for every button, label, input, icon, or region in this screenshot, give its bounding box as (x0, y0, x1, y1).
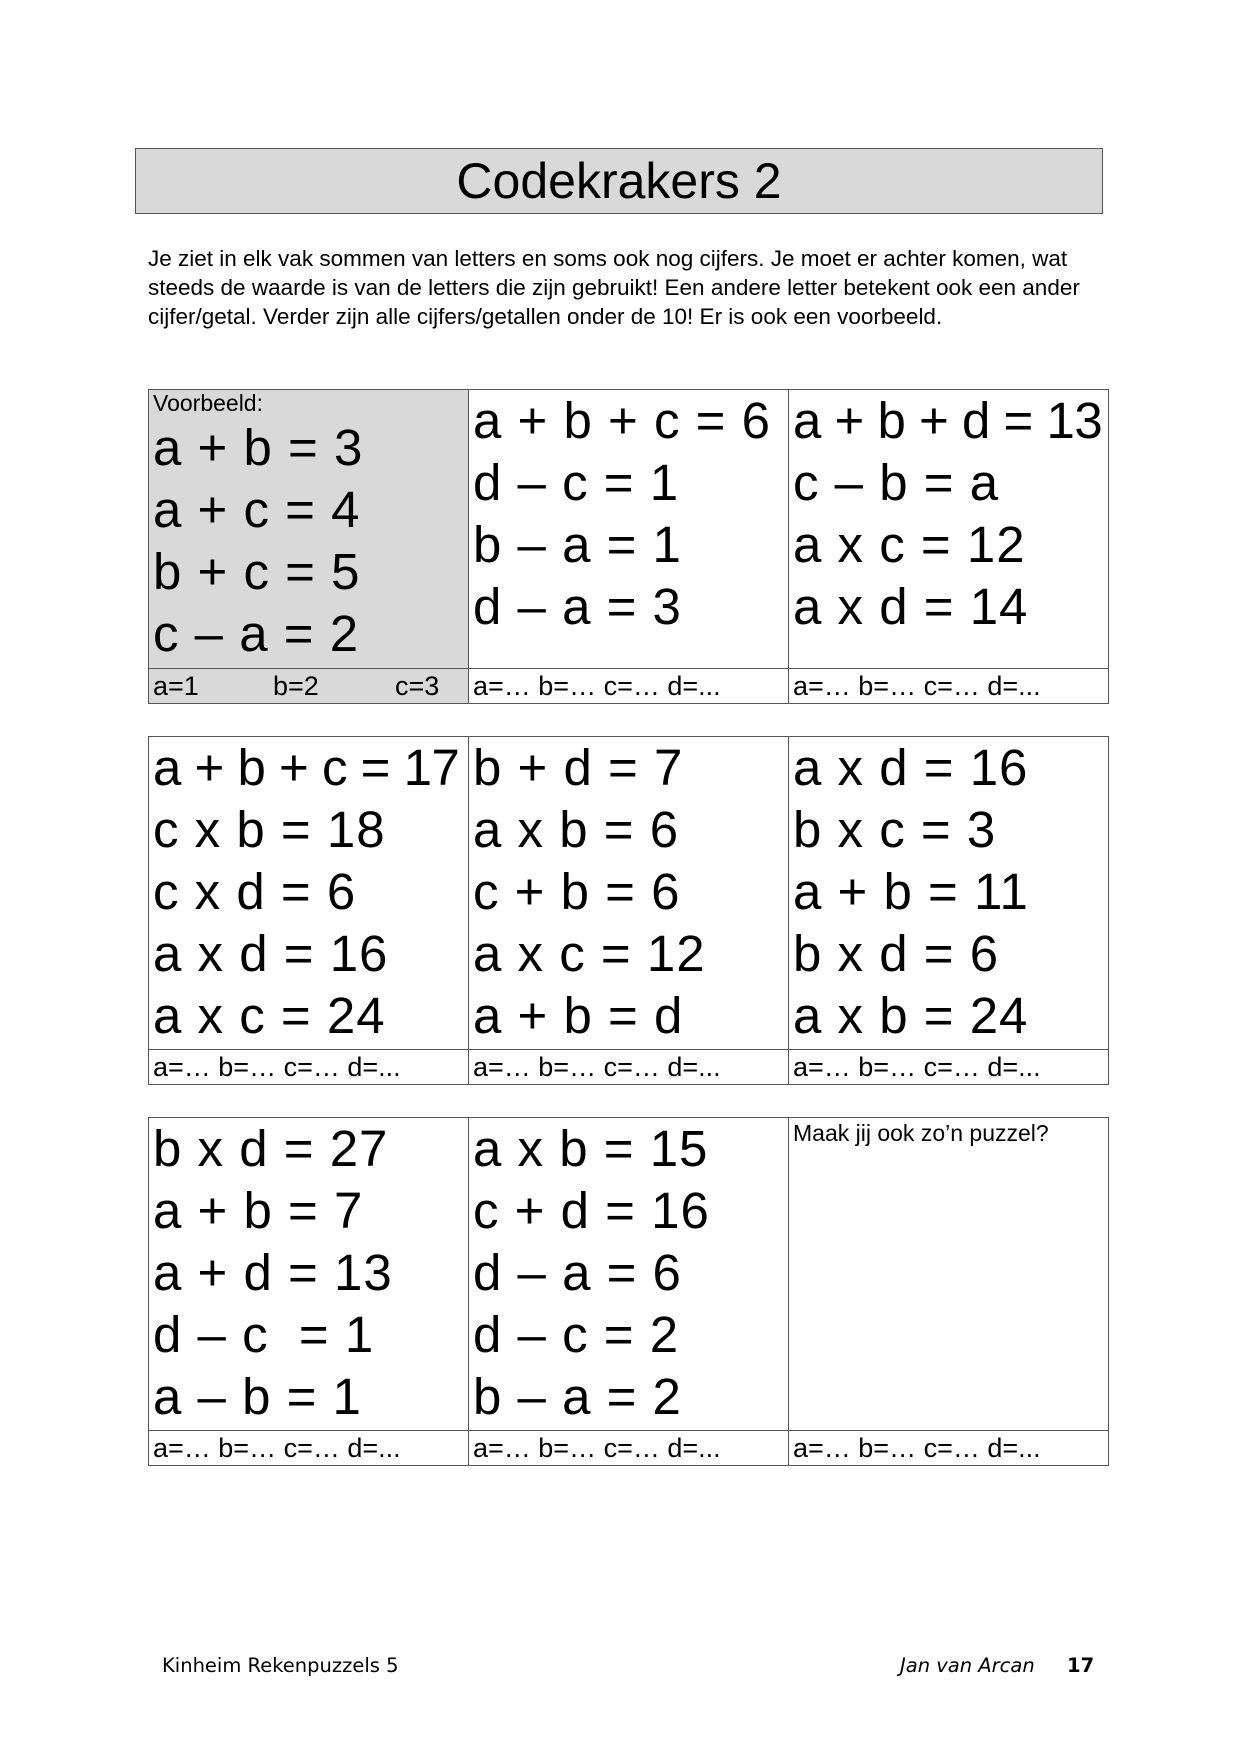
equation: b – a = 1 (473, 516, 682, 573)
answer-field[interactable]: a=… b=… c=… d=... (149, 1431, 469, 1466)
example-answer (149, 669, 469, 704)
puzzle-cell-6 (149, 1118, 469, 1431)
title-box (135, 148, 1103, 214)
equation: d – c = 2 (473, 1306, 680, 1363)
equation: a x c = 12 (473, 925, 706, 982)
puzzle-block-2 (148, 736, 1109, 1085)
page-title: Codekrakers 2 (456, 153, 782, 209)
equation: a x c = 24 (153, 987, 386, 1044)
own-puzzle-cell[interactable] (789, 1118, 1109, 1431)
equation: b x d = 27 (153, 1120, 389, 1177)
intro-text: Je ziet in elk vak sommen van letters en soms ook nog cijfers. Je moet er achter komen, wat steeds de waarde is van de letters die zijn gebruikt! Een andere letter betekent ook een ander cijfer/getal. Verder zijn alle cijfers/getallen onder de 10! Er is ook een voorbeeld. (148, 246, 1080, 329)
puzzle-cell-3 (149, 737, 469, 1050)
equation: a + b = d (473, 987, 684, 1044)
answer-field[interactable]: a=… b=… c=… d=... (789, 1431, 1109, 1466)
equation: a – b = 1 (153, 1368, 362, 1425)
equation: c + b = 6 (473, 863, 681, 920)
equation: d – a = 3 (473, 578, 682, 635)
equation: a + d = 13 (153, 1244, 393, 1301)
equation: a + b + c = 6 (473, 392, 771, 449)
answer-field[interactable]: a=… b=… c=… d=... (469, 669, 789, 704)
footer-author: Jan van Arcan (900, 1654, 1035, 1677)
answer-field[interactable]: a=… b=… c=… d=... (789, 669, 1109, 704)
puzzle-cell-5 (789, 737, 1109, 1050)
equation: b – a = 2 (473, 1368, 682, 1425)
answer-field[interactable]: a=… b=… c=… d=... (149, 1050, 469, 1085)
example-equation: c – a = 2 (153, 605, 360, 662)
equation: a + b + d = 13 (793, 392, 1103, 449)
answer-field[interactable]: a=… b=… c=… d=... (789, 1050, 1109, 1085)
equation: a x d = 16 (153, 925, 389, 982)
equation: d – c = 1 (473, 454, 680, 511)
equation: b x c = 3 (793, 801, 997, 858)
example-equation: a + b = 3 (153, 419, 364, 476)
example-answer-b: b=2 (273, 671, 319, 701)
puzzle-cell-7 (469, 1118, 789, 1431)
equation: a x b = 24 (793, 987, 1029, 1044)
puzzle-cell-4 (469, 737, 789, 1050)
equation: c x d = 6 (153, 863, 357, 920)
equation: a x b = 15 (473, 1120, 709, 1177)
example-label: Voorbeeld: (153, 390, 263, 416)
answer-field[interactable]: a=… b=… c=… d=... (469, 1050, 789, 1085)
example-answer-c: c=3 (395, 671, 440, 701)
equation: b x d = 6 (793, 925, 1000, 982)
equation: a x d = 14 (793, 578, 1029, 635)
equation: c x b = 18 (153, 801, 386, 858)
equation: b + d = 7 (473, 739, 684, 796)
example-cell (149, 390, 469, 669)
equation: a x d = 16 (793, 739, 1029, 796)
equation: d – a = 6 (473, 1244, 682, 1301)
example-equation: b + c = 5 (153, 543, 361, 600)
footer-book-title: Kinheim Rekenpuzzels 5 (162, 1654, 399, 1677)
example-answer-a: a=1 (153, 671, 199, 701)
own-puzzle-prompt: Maak jij ook zo’n puzzel? (793, 1120, 1049, 1146)
equation: a x c = 12 (793, 516, 1026, 573)
equation: c – b = a (793, 454, 1000, 511)
puzzle-block-1 (148, 389, 1109, 704)
equation: a + b + c = 17 (153, 739, 460, 796)
puzzle-cell-1 (469, 390, 789, 669)
equation: a x b = 6 (473, 801, 680, 858)
page-number: 17 (1067, 1654, 1095, 1677)
puzzle-cell-2 (789, 390, 1109, 669)
equation: a + b = 11 (793, 863, 1029, 920)
equation: d – c = 1 (153, 1306, 375, 1363)
example-equation: a + c = 4 (153, 481, 361, 538)
answer-field[interactable]: a=… b=… c=… d=... (469, 1431, 789, 1466)
puzzle-block-3 (148, 1117, 1109, 1466)
equation: c + d = 16 (473, 1182, 710, 1239)
equation: a + b = 7 (153, 1182, 364, 1239)
